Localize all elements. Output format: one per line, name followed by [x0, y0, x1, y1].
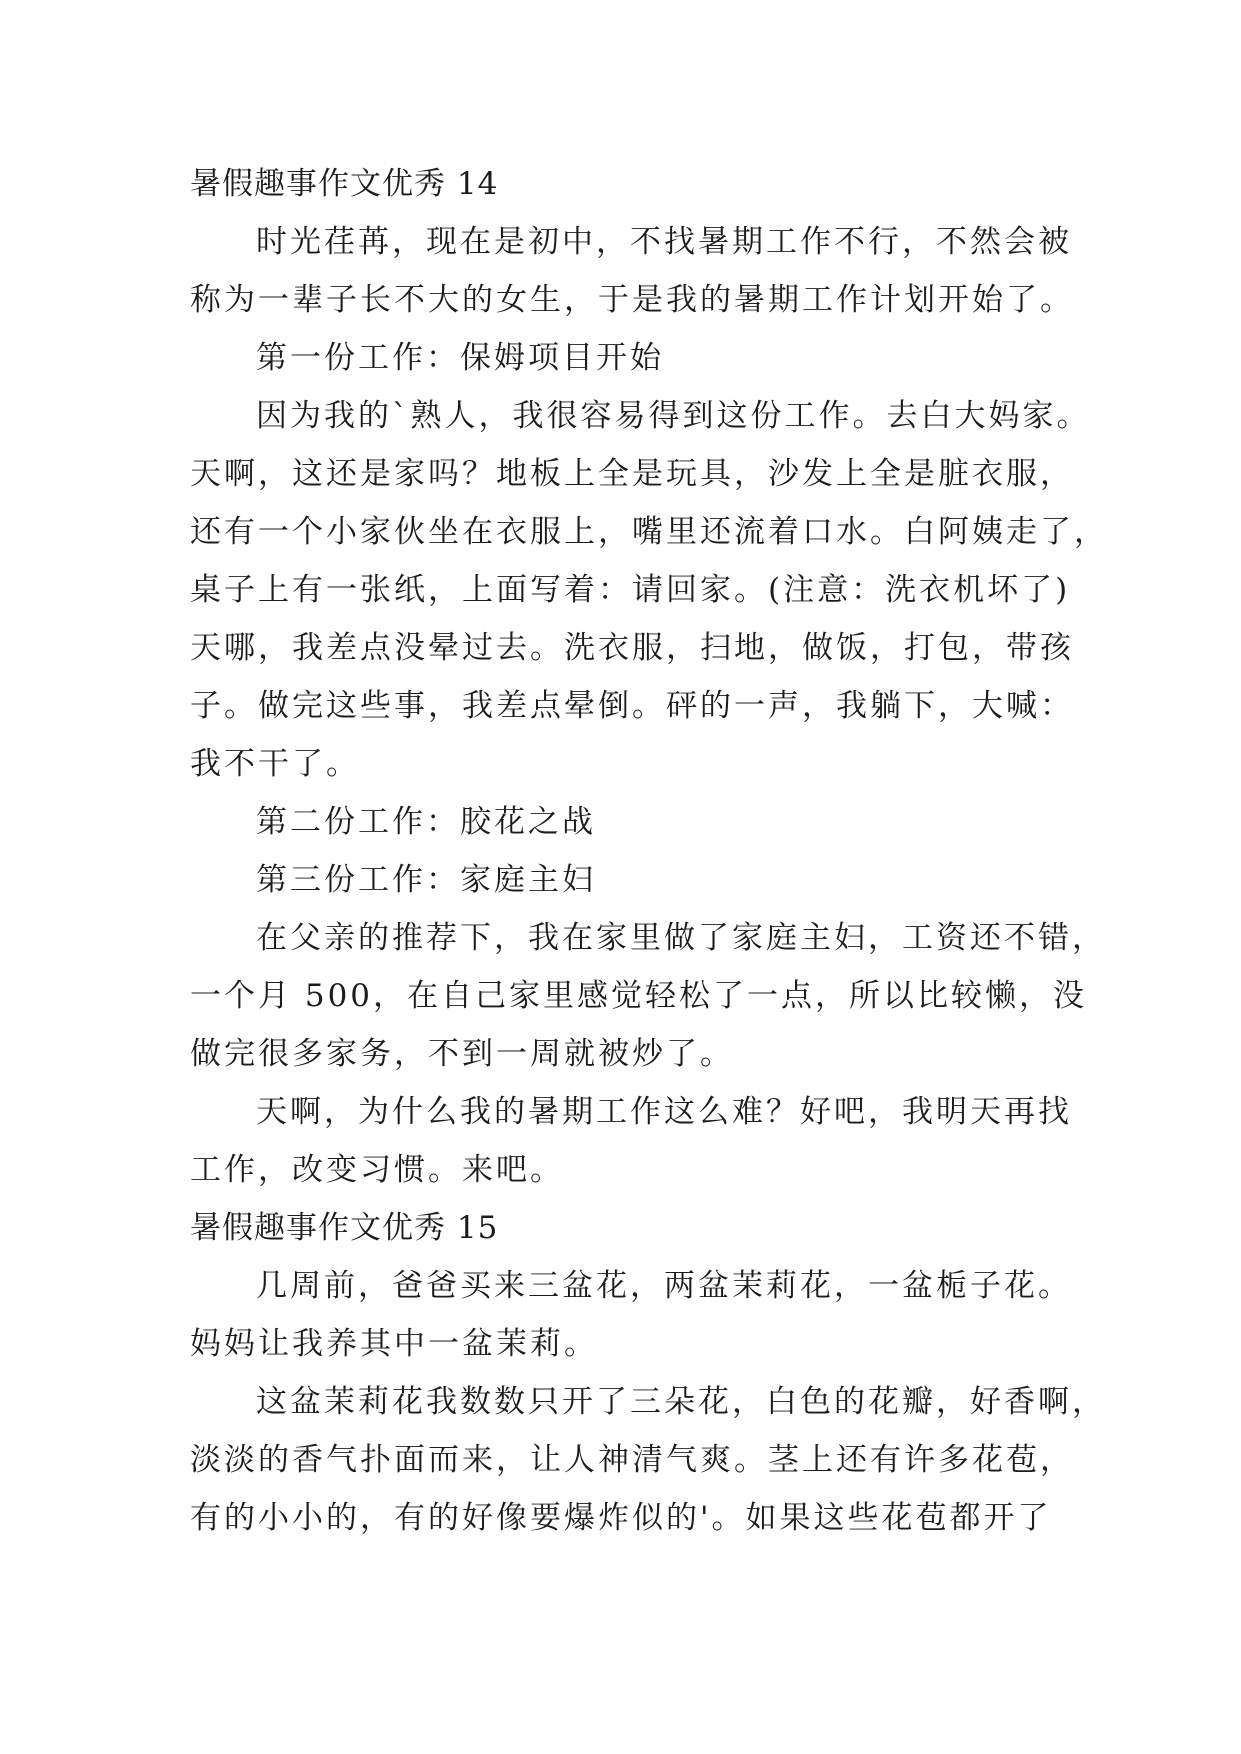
essay-heading-15: 暑假趣事作文优秀 15 — [190, 1210, 499, 1246]
paragraph-line: 我不干了。 — [190, 746, 360, 782]
paragraph-line: 工作，改变习惯。来吧。 — [190, 1152, 564, 1188]
paragraph-line: 第一份工作：保姆项目开始 — [256, 340, 664, 376]
paragraph-line: 有的小小的，有的好像要爆炸似的'。如果这些花苞都开了 — [190, 1500, 1052, 1536]
paragraph-line: 天啊，这还是家吗？地板上全是玩具，沙发上全是脏衣服， — [190, 456, 1074, 492]
paragraph-line: 妈妈让我养其中一盆茉莉。 — [190, 1326, 598, 1362]
paragraph-line: 天哪，我差点没晕过去。洗衣服，扫地，做饭，打包，带孩 — [190, 630, 1074, 666]
paragraph-line: 还有一个小家伙坐在衣服上，嘴里还流着口水。白阿姨走了， — [190, 514, 1108, 550]
paragraph-line: 一个月 500，在自己家里感觉轻松了一点，所以比较懒，没 — [190, 978, 1088, 1014]
paragraph-line: 这盆茉莉花我数数只开了三朵花，白色的花瓣，好香啊， — [256, 1384, 1106, 1420]
paragraph-line: 几周前，爸爸买来三盆花，两盆茉莉花，一盆栀子花。 — [256, 1268, 1072, 1304]
paragraph-line: 时光荏苒，现在是初中，不找暑期工作不行，不然会被 — [256, 224, 1072, 260]
paragraph-line: 因为我的`熟人，我很容易得到这份工作。去白大妈家。 — [256, 398, 1091, 434]
paragraph-line: 子。做完这些事，我差点晕倒。砰的一声，我躺下，大喊： — [190, 688, 1074, 724]
essay-heading-14: 暑假趣事作文优秀 14 — [190, 166, 499, 202]
paragraph-line: 第二份工作：胶花之战 — [256, 804, 596, 840]
paragraph-line: 称为一辈子长不大的女生，于是我的暑期工作计划开始了。 — [190, 282, 1074, 318]
paragraph-line: 天啊，为什么我的暑期工作这么难？好吧，我明天再找 — [256, 1094, 1072, 1130]
paragraph-line: 做完很多家务，不到一周就被炒了。 — [190, 1036, 734, 1072]
paragraph-line: 淡淡的香气扑面而来，让人神清气爽。茎上还有许多花苞， — [190, 1442, 1074, 1478]
paragraph-line: 桌子上有一张纸，上面写着：请回家。(注意：洗衣机坏了) — [190, 572, 1071, 608]
paragraph-line: 在父亲的推荐下，我在家里做了家庭主妇，工资还不错， — [256, 920, 1106, 956]
document-body — [190, 155, 1108, 1547]
paragraph-line: 第三份工作：家庭主妇 — [256, 862, 596, 898]
